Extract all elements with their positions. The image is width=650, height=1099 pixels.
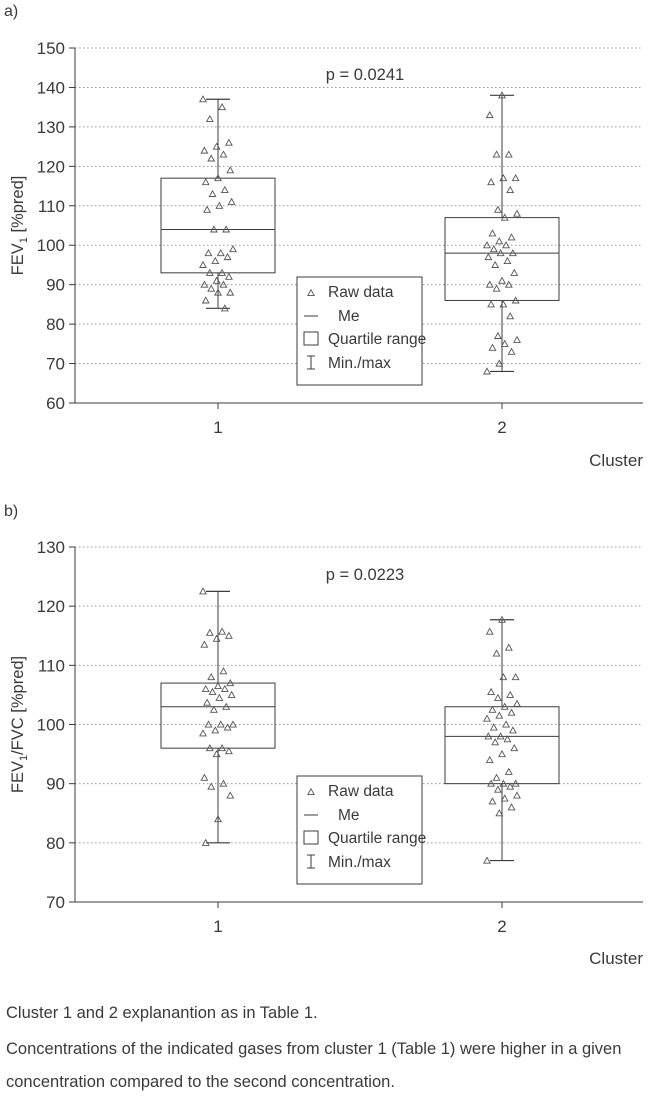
legend-label-minmax: Min./max — [328, 854, 391, 871]
raw-data-point — [201, 147, 207, 153]
raw-data-point — [500, 301, 506, 307]
x-tick-label: 2 — [497, 917, 507, 936]
raw-data-point — [499, 278, 505, 284]
y-tick-label: 140 — [36, 78, 65, 98]
y-tick-label: 90 — [46, 275, 65, 295]
raw-data-point — [510, 727, 516, 733]
quartile-box — [445, 218, 559, 301]
raw-data-point — [489, 230, 495, 236]
raw-data-point — [512, 674, 518, 680]
raw-data-point — [512, 175, 518, 181]
raw-data-point — [489, 345, 495, 351]
raw-data-point — [213, 751, 219, 757]
p-value-annotation: p = 0.0241 — [325, 66, 405, 84]
raw-data-point — [484, 857, 490, 863]
raw-data-point — [226, 748, 232, 754]
raw-data-point — [200, 588, 206, 594]
raw-data-point — [507, 187, 513, 193]
raw-data-point — [212, 727, 218, 733]
raw-data-point — [227, 289, 233, 295]
y-tick-label: 70 — [46, 893, 65, 912]
raw-data-point — [514, 337, 520, 343]
p-value-annotation: p = 0.0223 — [325, 566, 405, 584]
raw-data-point — [219, 104, 225, 110]
raw-data-point — [220, 668, 226, 674]
raw-data-point — [508, 804, 514, 810]
raw-data-point — [507, 692, 513, 698]
raw-data-point — [506, 151, 512, 157]
raw-data-point — [493, 285, 499, 291]
legend-label-median: Me — [338, 807, 360, 824]
panel-label: a) — [4, 3, 19, 20]
y-tick-label: 80 — [46, 315, 65, 335]
raw-data-point — [209, 689, 215, 695]
legend-label-quartile: Quartile range — [328, 331, 427, 348]
raw-data-point — [511, 270, 517, 276]
raw-data-point — [484, 715, 490, 721]
y-tick-label: 100 — [36, 236, 65, 256]
raw-data-point — [228, 692, 234, 698]
raw-data-point — [207, 630, 213, 636]
x-axis-label: Cluster — [589, 949, 643, 968]
raw-data-point — [219, 628, 225, 634]
raw-data-point — [488, 689, 494, 695]
raw-data-point — [499, 751, 505, 757]
raw-data-point — [488, 301, 494, 307]
y-tick-label: 100 — [36, 715, 65, 735]
raw-data-point — [228, 199, 234, 205]
raw-data-point — [496, 238, 502, 244]
y-tick-label: 130 — [36, 117, 65, 137]
chart-panel-a — [4, 3, 643, 470]
raw-data-point — [226, 139, 232, 145]
raw-data-point — [201, 641, 207, 647]
raw-data-point — [495, 786, 501, 792]
y-tick-label: 130 — [36, 538, 65, 557]
raw-data-point — [492, 262, 498, 268]
x-tick-label: 1 — [213, 418, 223, 437]
raw-data-point — [493, 775, 499, 781]
y-tick-label: 60 — [46, 394, 65, 413]
raw-data-point — [222, 686, 228, 692]
raw-data-point — [491, 246, 497, 252]
raw-data-point — [485, 254, 491, 260]
raw-data-point — [487, 112, 493, 118]
legend-label-median: Me — [338, 308, 360, 325]
raw-data-point — [216, 695, 222, 701]
raw-data-point — [208, 285, 214, 291]
raw-data-point — [487, 628, 493, 634]
raw-data-point — [205, 250, 211, 256]
raw-data-point — [213, 143, 219, 149]
raw-data-point — [209, 191, 215, 197]
quartile-box — [161, 178, 275, 273]
y-axis-label: $FEV_1$ [%pred] — [9, 175, 30, 276]
raw-data-point — [496, 712, 502, 718]
raw-data-point — [208, 674, 214, 680]
raw-data-point — [227, 167, 233, 173]
raw-data-point — [506, 644, 512, 650]
raw-data-point — [213, 636, 219, 642]
raw-data-point — [489, 798, 495, 804]
raw-data-point — [204, 207, 210, 213]
raw-data-point — [504, 258, 510, 264]
x-axis-label: Cluster — [589, 451, 643, 470]
raw-data-point — [207, 116, 213, 122]
raw-data-point — [203, 686, 209, 692]
raw-data-point — [208, 783, 214, 789]
raw-data-point — [506, 769, 512, 775]
raw-data-point — [215, 683, 221, 689]
raw-data-point — [204, 699, 210, 705]
y-tick-label: 120 — [36, 597, 65, 617]
raw-data-point — [500, 674, 506, 680]
raw-data-point — [200, 96, 206, 102]
x-tick-label: 2 — [497, 418, 507, 437]
raw-data-point — [484, 368, 490, 374]
raw-data-point — [508, 349, 514, 355]
raw-data-point — [495, 207, 501, 213]
raw-data-point — [495, 695, 501, 701]
raw-data-point — [500, 175, 506, 181]
caption-line-2: Concentrations of the indicated gases from cluster 1 (Table 1) were higher in a given — [6, 1040, 622, 1058]
y-axis-label: $FEV_1$/FVC [%pred] — [9, 655, 30, 794]
raw-data-point — [226, 633, 232, 639]
raw-data-point — [208, 155, 214, 161]
raw-data-point — [227, 792, 233, 798]
raw-data-point — [203, 297, 209, 303]
raw-data-point — [508, 234, 514, 240]
y-tick-label: 110 — [37, 196, 65, 216]
raw-data-point — [226, 274, 232, 280]
raw-data-point — [514, 210, 520, 216]
y-tick-label: 80 — [46, 833, 65, 853]
raw-data-point — [495, 333, 501, 339]
panel-label: b) — [4, 503, 19, 520]
raw-data-point — [220, 151, 226, 157]
raw-data-point — [487, 757, 493, 763]
raw-data-point — [489, 707, 495, 713]
raw-data-point — [230, 246, 236, 252]
raw-data-point — [218, 721, 224, 727]
raw-data-point — [200, 730, 206, 736]
quartile-box — [161, 683, 275, 748]
y-tick-label: 90 — [46, 774, 65, 794]
legend-label-raw-data: Raw data — [328, 284, 394, 301]
caption-line-3: concentration compared to the second concentration. — [6, 1073, 395, 1091]
raw-data-point — [508, 709, 514, 715]
raw-data-point — [213, 278, 219, 284]
raw-data-point — [511, 745, 517, 751]
raw-data-point — [488, 179, 494, 185]
raw-data-point — [493, 650, 499, 656]
legend-label-quartile: Quartile range — [328, 830, 427, 847]
raw-data-point — [514, 792, 520, 798]
y-tick-label: 150 — [36, 39, 65, 58]
raw-data-point — [507, 313, 513, 319]
raw-data-point — [211, 707, 217, 713]
y-tick-label: 70 — [46, 354, 65, 374]
raw-data-point — [504, 736, 510, 742]
x-tick-label: 1 — [213, 917, 223, 936]
raw-data-point — [492, 739, 498, 745]
legend-label-raw-data: Raw data — [328, 783, 394, 800]
raw-data-point — [222, 187, 228, 193]
raw-data-point — [200, 262, 206, 268]
raw-data-point — [224, 254, 230, 260]
raw-data-point — [201, 775, 207, 781]
raw-data-point — [218, 250, 224, 256]
raw-data-point — [203, 179, 209, 185]
y-tick-label: 110 — [37, 656, 65, 676]
legend-label-minmax: Min./max — [328, 355, 391, 372]
raw-data-point — [493, 151, 499, 157]
raw-data-point — [491, 724, 497, 730]
raw-data-point — [514, 701, 520, 707]
raw-data-point — [212, 258, 218, 264]
chart-panel-b — [4, 503, 643, 968]
caption-line-1: Cluster 1 and 2 explanantion as in Table 1. — [6, 1004, 318, 1022]
y-tick-label: 120 — [36, 157, 65, 177]
